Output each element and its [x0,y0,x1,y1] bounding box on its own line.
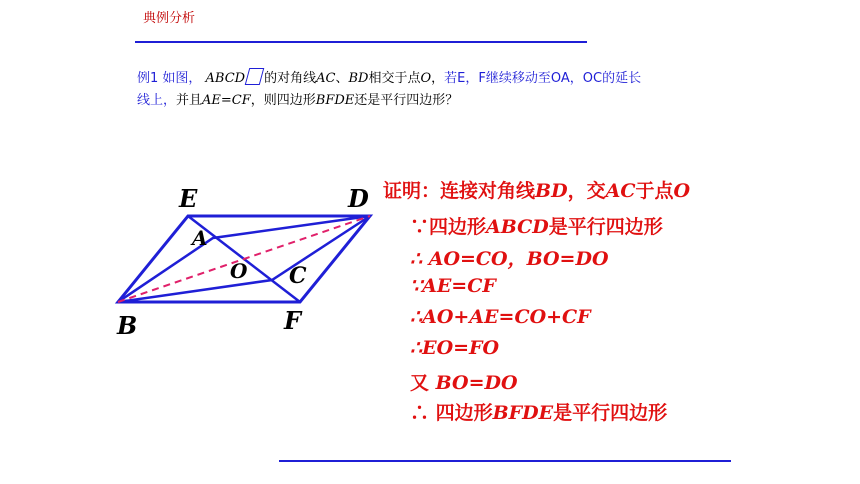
problem-text-5: 还是平行四边形？ [354,93,459,108]
problem-highlight-1: 若E，F继续移动至OA，OC的延长 [444,71,642,86]
label-o: O [230,259,248,283]
label-b: B [117,311,138,340]
proof-7b: BO=DO [435,372,518,394]
problem-comma: ， [431,71,445,86]
proof-2a: ∵四边形 [410,216,487,238]
label-d: D [348,184,369,213]
label-c: C [289,263,307,289]
proof-line-6 [410,337,499,359]
problem-text-1: 的对角线 [264,71,317,86]
proof-7a: 又 [410,372,436,394]
proof-4: ∵AE=CF [410,275,496,297]
proof-line-7 [410,368,518,395]
quad-abcd: ABCD [205,71,246,86]
proof-8b: BFDE [492,402,554,424]
quad-bfde: BFDE [315,93,355,108]
proof-line-4 [410,275,496,297]
bottom-divider [279,460,731,462]
problem-sep: 、 [335,71,349,86]
proof-2b: ABCD [486,216,549,238]
point-o: O [420,71,432,86]
proof-line-1 [383,176,690,203]
proof-5: ∴AO+AE=CO+CF [410,306,591,328]
proof-3: ∴ AO=CO，BO=DO [410,248,609,270]
proof-8a: ∴ 四边形 [410,402,493,424]
problem-text-3: 并且 [176,93,203,108]
condition-ae-cf: AE=CF [202,93,251,108]
segment-ac: AC [316,71,336,86]
problem-highlight-2: 线上， [137,93,177,108]
label-a: A [192,226,208,250]
problem-prefix: 例1 如图， [137,71,206,86]
proof-8c: 是平行四边形 [553,402,668,424]
proof-1c: ，交 [567,180,606,202]
proof-2c: 是平行四边形 [548,216,663,238]
segment-bd: BD [348,71,369,86]
proof-6: ∴EO=FO [410,337,500,359]
proof-1f: O [673,180,691,202]
proof-1e: 于点 [635,180,674,202]
proof-line-8 [410,398,667,425]
proof-line-3 [410,244,609,271]
label-e: E [179,184,198,213]
proof-1d: AC [605,180,636,202]
proof-line-2 [410,212,663,239]
problem-text-4: ，则四边形 [250,93,316,108]
proof-1a: 证明：连接对角线 [383,180,536,202]
label-f: F [284,306,302,335]
proof-line-5 [410,306,591,328]
problem-text-2: 相交于点 [368,71,421,86]
section-title: 典例分析 [143,11,196,26]
proof-1b: BD [535,180,568,202]
